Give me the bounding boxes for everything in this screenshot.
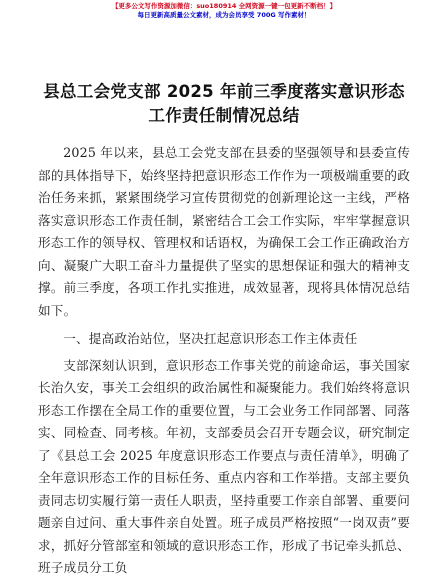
section-heading-1: 一、提高政治站位，坚决扛起意识形态工作主体责任 bbox=[63, 331, 358, 346]
promo-banner-top: 【更多公文写作资源加微信：suo180914 全网资源一键一包更新不断档！】 bbox=[111, 2, 337, 10]
document-title bbox=[36, 80, 412, 128]
document-body bbox=[38, 142, 410, 580]
document-title-line-2: 工作责任制情况总结 bbox=[148, 106, 300, 125]
promo-banner-sub: 每日更新高质量公文素材，成为会员享受 700G 写作素材！ bbox=[137, 11, 311, 19]
document-title-line-1: 县总工会党支部 2025 年前三季度落实意识形态 bbox=[43, 82, 405, 101]
intro-paragraph: 2025 年以来，县总工会党支部在县委的坚强领导和县委宣传部的具体指导下，始终坚持把意识形态工作作为一项极端重要的政治任务来抓，紧紧围绕学习宣传贯彻党的创新理论这一主线，严格落实意识形态工作责任制，紧密结合工会工作实际，牢牢掌握意识形态工作的领导权、管理权和话语权，为确保工会工作正确政治方向、凝聚广大职工奋斗力量提供了坚实的思想保证和强大的精神支撑。前三季度，各项工作扎实推进，成效显著，现将具体情况总结如下。 bbox=[38, 145, 410, 318]
section-1-paragraph: 支部深刻认识到，意识形态工作事关党的前途命运，事关国家长治久安，事关工会组织的政治属性和凝聚能力。我们始终将意识形态工作摆在全局工作的重要位置，与工会业务工作同部署、同落实、同检查、同考核。年初，支部委员会召开专题会议，研究制定了《县总工会 2025 年度意识形态工作要点与责任清单》，明确了全年意识形态工作的目标任务、重点内容和工作举措。支部主要负责同志切实履行第一责任人职责，坚持重要工作亲自部署、重要问题亲自过问、重大事件亲自处置。班子成员严格按照“一岗双责”要求，抓好分管部室和领域的意识形态工作，形成了书记牵头抓总、班子成员分工负 bbox=[38, 357, 410, 575]
